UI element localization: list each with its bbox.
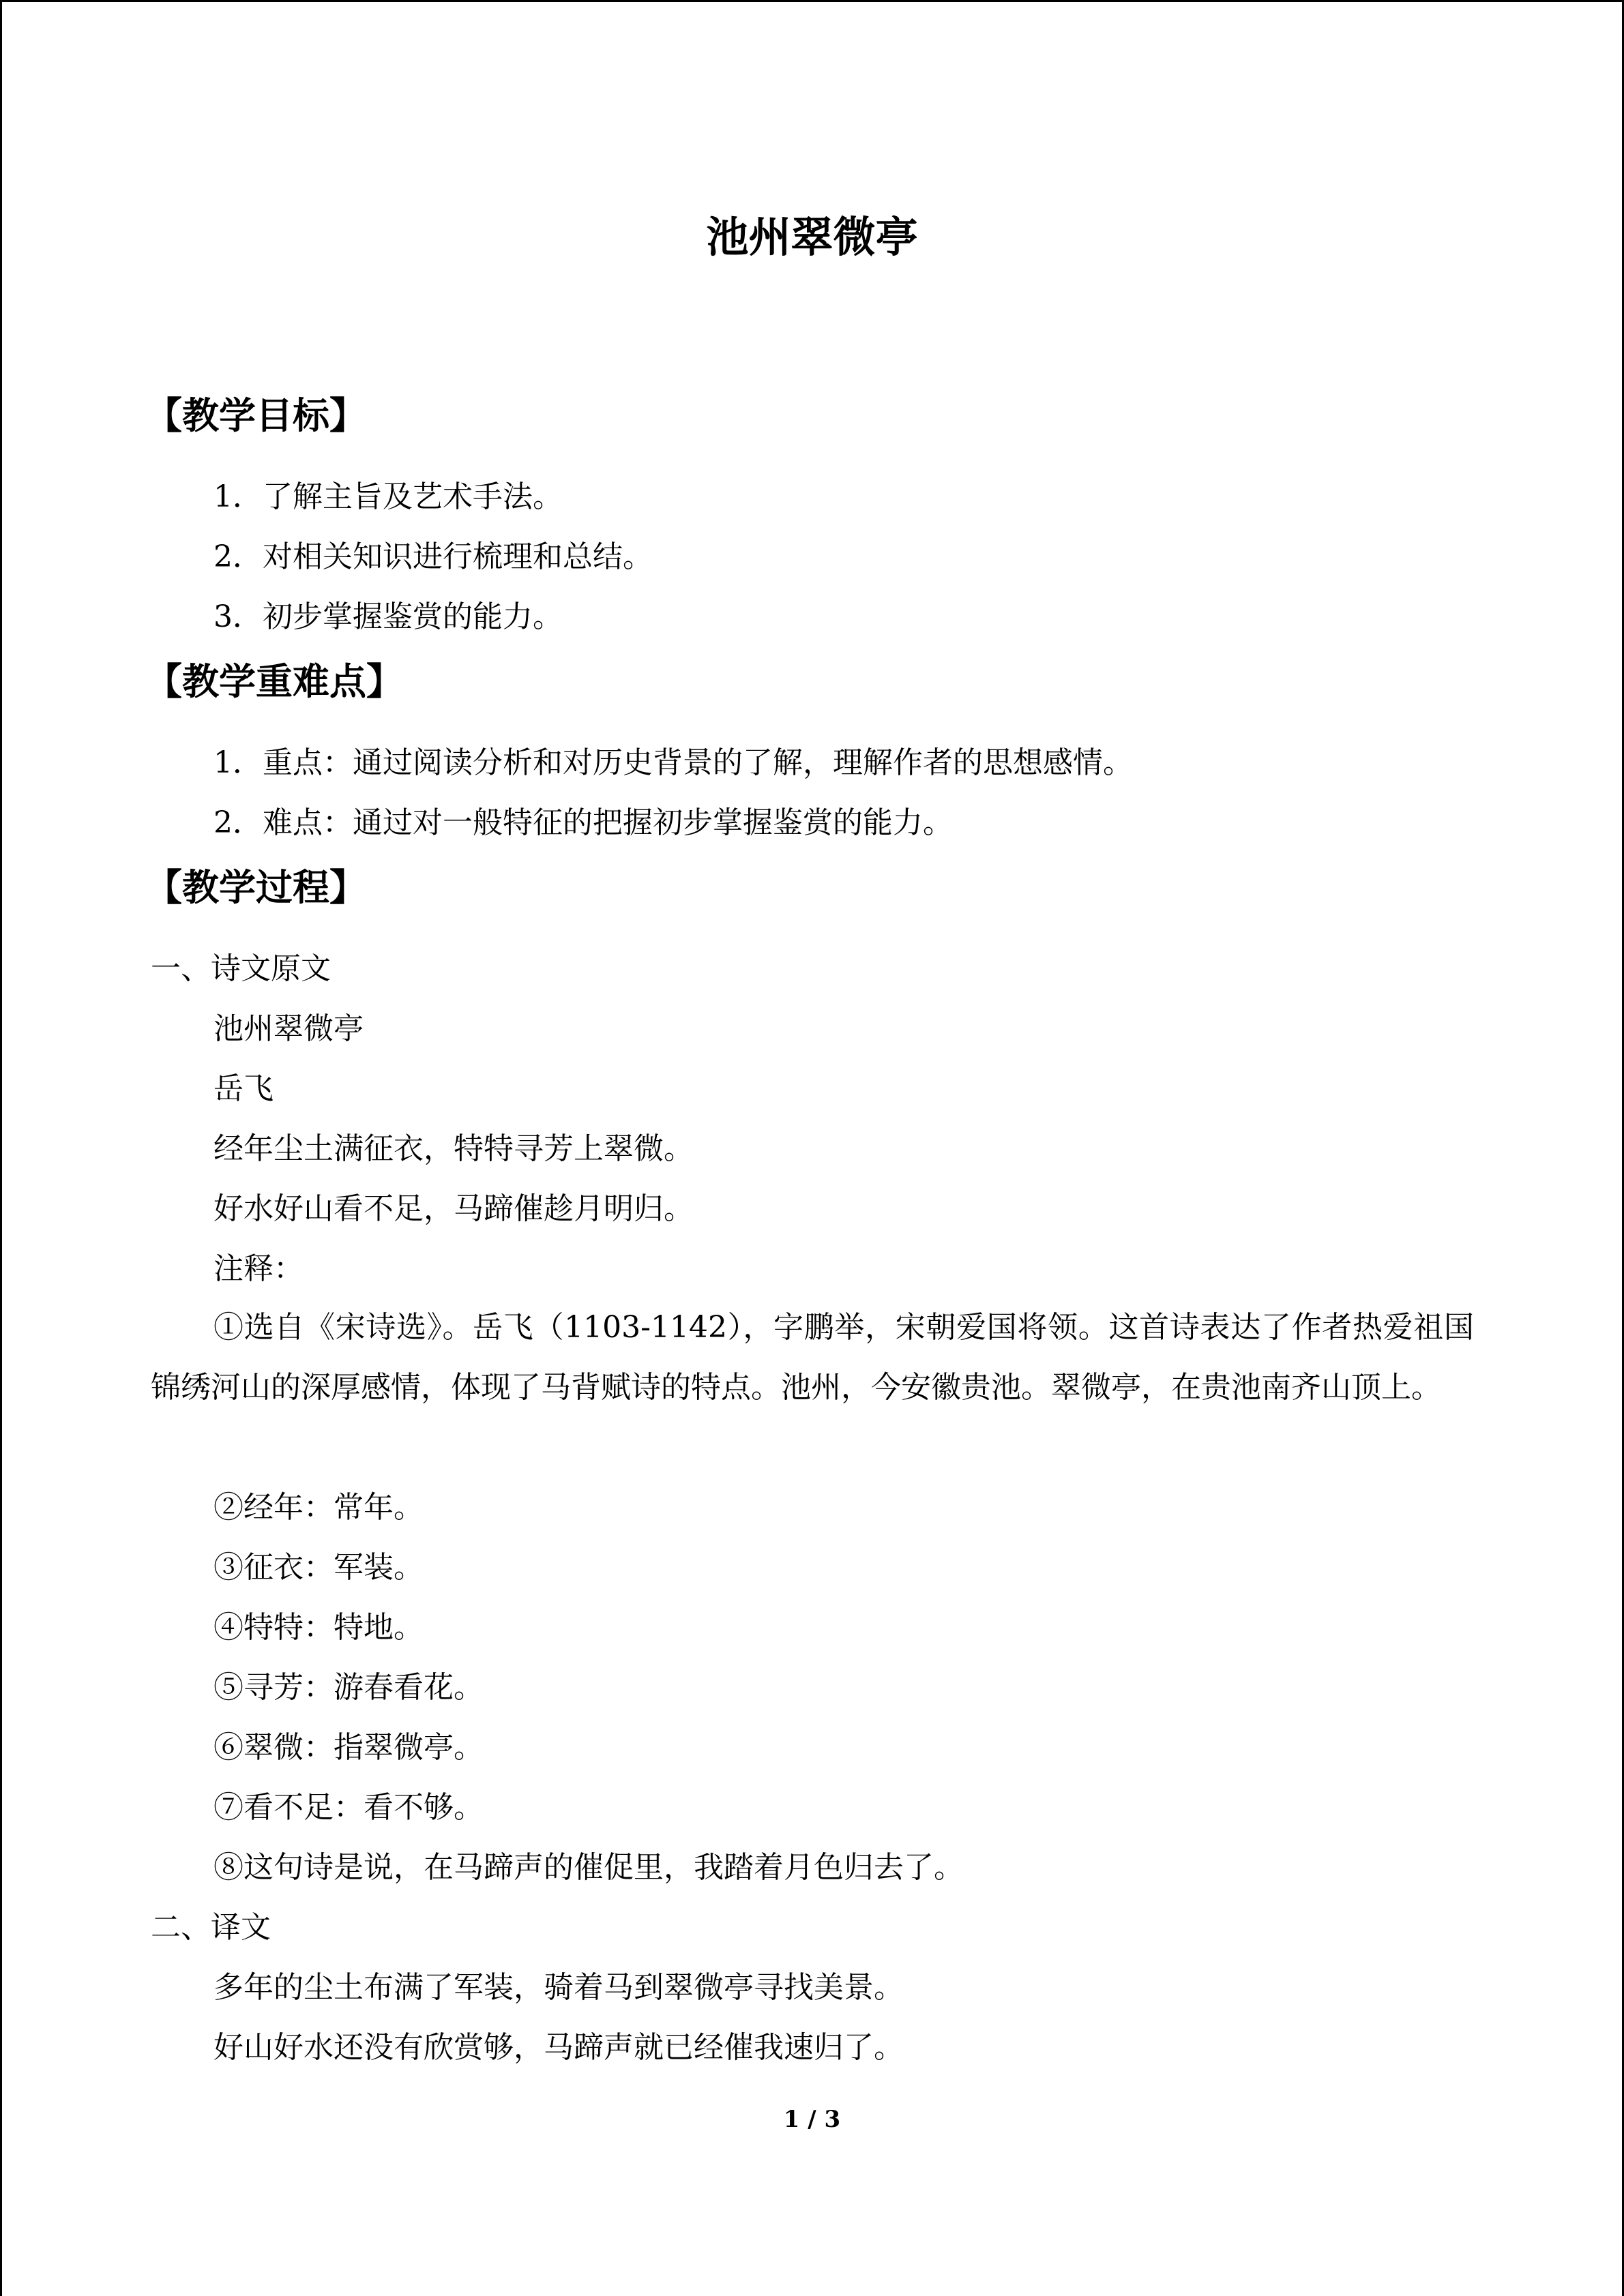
key-point-item: 1．重点：通过阅读分析和对历史背景的了解，理解作者的思想感情。 (213, 745, 1133, 780)
goal-item: 1．了解主旨及艺术手法。 (213, 479, 563, 514)
note-item: ⑧这句诗是说，在马蹄声的催促里，我踏着月色归去了。 (213, 1850, 964, 1885)
note-item: ③征衣：军装。 (213, 1550, 424, 1585)
note-item: ④特特：特地。 (213, 1610, 424, 1645)
poem-title: 池州翠微亭 (213, 1011, 364, 1046)
page-number: 1 / 3 (783, 2106, 841, 2133)
note-paragraph: ①选自《宋诗选》。岳飞（1103-1142），字鹏举，宋朝爱国将领。这首诗表达了作者热爱祖国锦绣河山的深厚感情，体现了马背赋诗的特点。池州，今安徽贵池。翠微亭，在贵池南齐山顶上。 (151, 1310, 1474, 1405)
section-heading-goals: 【教学目标】 (145, 393, 366, 437)
subsection-heading-translation: 二、译文 (151, 1910, 271, 1945)
section-heading-process: 【教学过程】 (145, 865, 366, 909)
section-heading-key-points: 【教学重难点】 (145, 659, 403, 703)
page-title: 池州翠微亭 (706, 212, 918, 262)
poem-line: 好水好山看不足，马蹄催趁月明归。 (213, 1191, 694, 1226)
translation-line: 多年的尘土布满了军装，骑着马到翠微亭寻找美景。 (213, 1970, 904, 2005)
subsection-heading-original-text: 一、诗文原文 (151, 951, 331, 986)
poem-author: 岳飞 (213, 1071, 274, 1106)
note-item: ⑦看不足：看不够。 (213, 1790, 484, 1825)
note-item: ⑥翠微：指翠微亭。 (213, 1730, 484, 1765)
notes-label: 注释： (213, 1251, 304, 1286)
key-point-item: 2．难点：通过对一般特征的把握初步掌握鉴赏的能力。 (213, 805, 953, 840)
goal-item: 3．初步掌握鉴赏的能力。 (213, 599, 563, 634)
note-item: ②经年：常年。 (213, 1490, 424, 1525)
poem-line: 经年尘土满征衣，特特寻芳上翠微。 (213, 1131, 694, 1166)
translation-line: 好山好水还没有欣赏够，马蹄声就已经催我速归了。 (213, 2030, 904, 2065)
note-item: ⑤寻芳：游春看花。 (213, 1670, 484, 1705)
goal-item: 2．对相关知识进行梳理和总结。 (213, 539, 653, 574)
